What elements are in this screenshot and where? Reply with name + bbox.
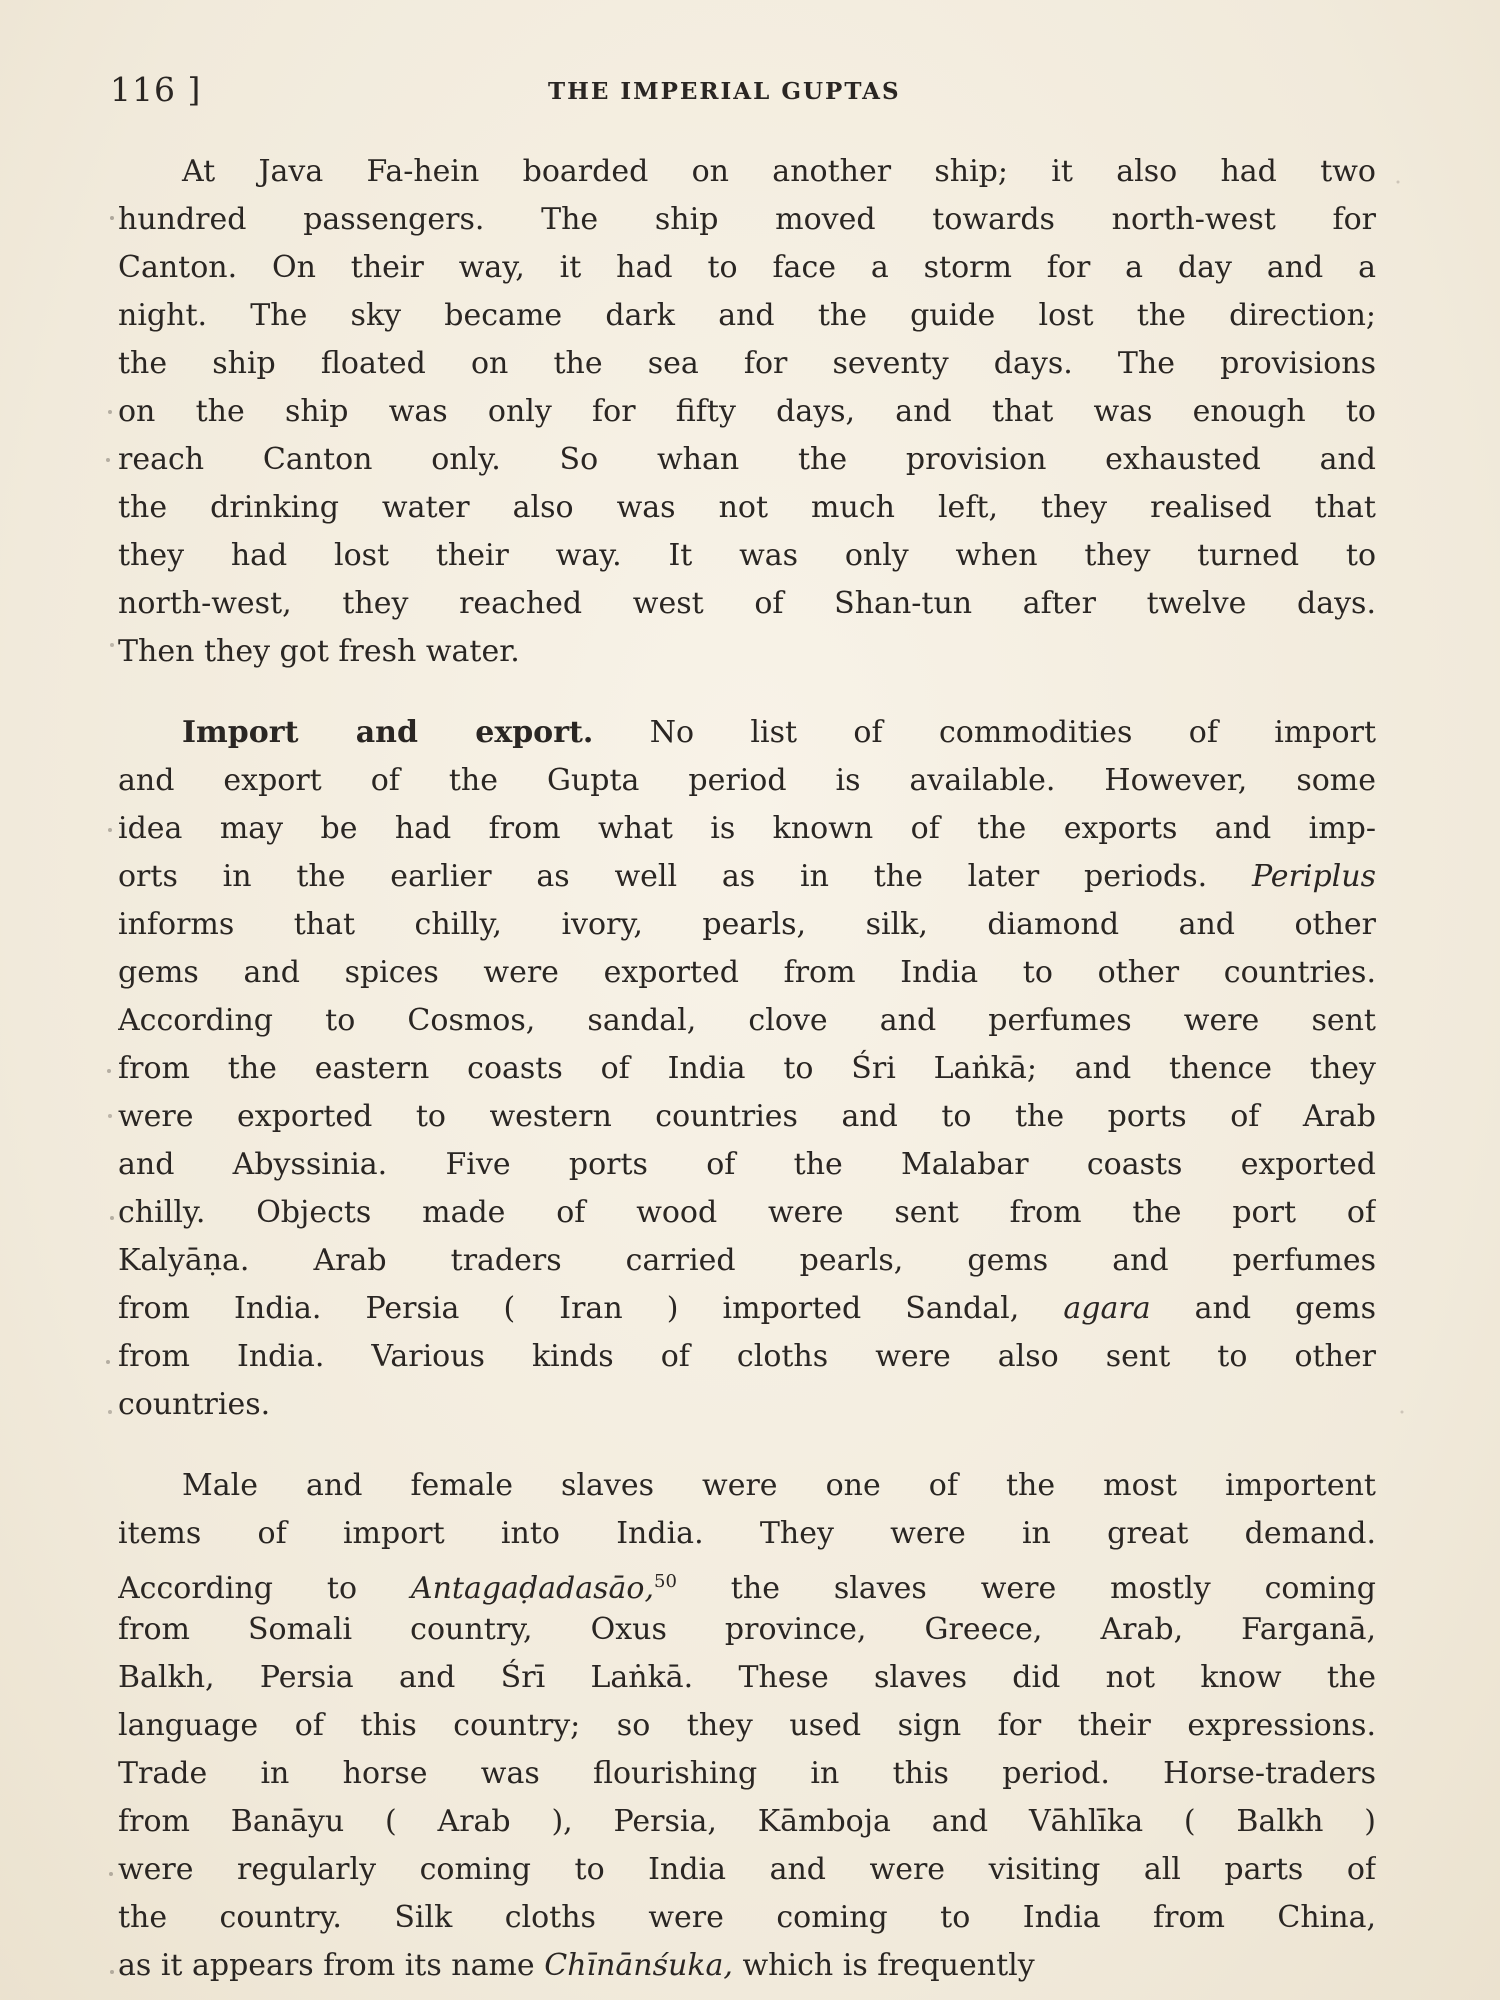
text-run: reach Canton only. So whan the provision exhausted and [118, 442, 1376, 477]
text-line [118, 1654, 1376, 1702]
text-line [118, 340, 1376, 388]
text-run: Balkh, Persia and Śrī Laṅkā. These slaves did not know the [118, 1660, 1376, 1695]
text-run: At Java Fa-hein boarded on another ship; it also had two [182, 154, 1376, 189]
text-line [118, 1462, 1376, 1510]
text-run: night. The sky became dark and the guide lost the direction; [118, 298, 1376, 333]
text-run: the ship floated on the sea for seventy days. The provisions [118, 346, 1376, 381]
text-run: gems and spices were exported from India to other countries. [118, 955, 1376, 990]
text-line [118, 949, 1376, 997]
text-run: informs that chilly, ivory, pearls, silk, diamond and other [118, 907, 1376, 942]
text-line [118, 484, 1376, 532]
text-run: items of import into India. They were in great demand. [118, 1516, 1376, 1551]
text-line [118, 997, 1376, 1045]
text-line [118, 148, 1376, 196]
text-run: idea may be had from what is known of the exports and imp- [118, 811, 1376, 846]
text-run: the country. Silk cloths were coming to India from China, [118, 1900, 1376, 1935]
text-line [118, 1558, 1376, 1606]
text-run: Canton. On their way, it had to face a storm for a day and a [118, 250, 1376, 285]
text-run: from the eastern coasts of India to Śri Laṅkā; and thence they [118, 1051, 1376, 1086]
running-head-title: THE IMPERIAL GUPTAS [548, 78, 901, 105]
text-run: countries. [118, 1387, 271, 1422]
text-line [118, 901, 1376, 949]
text-line [118, 805, 1376, 853]
text-line [118, 1237, 1376, 1285]
text-run: were regularly coming to India and were visiting all parts of [118, 1852, 1376, 1887]
text-run: and gems [1150, 1291, 1376, 1326]
text-line [118, 628, 1376, 676]
text-line [118, 1381, 1376, 1429]
paragraph [118, 709, 1376, 1429]
text-line [118, 532, 1376, 580]
text-run: According to [118, 1571, 411, 1606]
text-run: which is frequently [732, 1948, 1035, 1983]
paragraph [118, 148, 1376, 676]
text-line [118, 1750, 1376, 1798]
italic-term: Antagaḍadasāo, [410, 1571, 654, 1606]
body-text [118, 148, 1376, 2000]
text-run: Trade in horse was flourishing in this period. Horse-traders [118, 1756, 1376, 1791]
paragraph [118, 1462, 1376, 1990]
text-run: Male and female slaves were one of the most importent [182, 1468, 1376, 1503]
italic-term: Periplus [1251, 859, 1376, 894]
text-line [118, 1798, 1376, 1846]
text-run: hundred passengers. The ship moved towards north-west for [118, 202, 1376, 237]
page-number: 116 ] [110, 70, 202, 109]
text-line [118, 580, 1376, 628]
text-line [118, 757, 1376, 805]
text-run: were exported to western countries and to the ports of Arab [118, 1099, 1376, 1134]
footnote-marker: 50 [654, 1571, 677, 1592]
text-run: According to Cosmos, sandal, clove and perfumes were sent [118, 1003, 1376, 1038]
text-run: the slaves were mostly coming [676, 1571, 1376, 1606]
text-line [118, 1894, 1376, 1942]
text-run: language of this country; so they used sign for their expressions. [118, 1708, 1376, 1743]
text-line [118, 1606, 1376, 1654]
text-line [118, 292, 1376, 340]
section-heading: Import and export. [182, 715, 594, 750]
text-line [118, 1333, 1376, 1381]
italic-term: Chīnānśuka, [544, 1948, 733, 1983]
text-run: No list of commodities of import [593, 715, 1376, 750]
text-run: the drinking water also was not much left, they realised that [118, 490, 1376, 525]
italic-term: agara [1063, 1291, 1151, 1326]
text-line [118, 436, 1376, 484]
text-line [118, 1093, 1376, 1141]
text-line [118, 1846, 1376, 1894]
text-run: and Abyssinia. Five ports of the Malabar coasts exported [118, 1147, 1376, 1182]
text-line [118, 1189, 1376, 1237]
text-run: on the ship was only for fifty days, and that was enough to [118, 394, 1376, 429]
text-run: and export of the Gupta period is available. However, some [118, 763, 1376, 798]
text-line [118, 709, 1376, 757]
text-line [118, 1141, 1376, 1189]
text-run: chilly. Objects made of wood were sent from the port of [118, 1195, 1376, 1230]
text-line [118, 244, 1376, 292]
text-run: north-west, they reached west of Shan-tun after twelve days. [118, 586, 1376, 621]
text-run: orts in the earlier as well as in the later periods. [118, 859, 1252, 894]
text-line [118, 1045, 1376, 1093]
text-line [118, 1285, 1376, 1333]
text-line [118, 196, 1376, 244]
text-run: they had lost their way. It was only when they turned to [118, 538, 1376, 573]
text-line [118, 853, 1376, 901]
text-run: from India. Persia ( Iran ) imported Sandal, [118, 1291, 1064, 1326]
text-run: Kalyāṇa. Arab traders carried pearls, gems and perfumes [118, 1243, 1376, 1278]
text-run: from Somali country, Oxus province, Greece, Arab, Farganā, [118, 1612, 1376, 1647]
text-run: as it appears from its name [118, 1948, 545, 1983]
text-run: from Banāyu ( Arab ), Persia, Kāmboja and Vāhlīka ( Balkh ) [118, 1804, 1376, 1839]
text-line [118, 1510, 1376, 1558]
text-line [118, 1702, 1376, 1750]
running-head [110, 70, 1390, 110]
text-line [118, 1942, 1376, 1990]
text-run: Then they got fresh water. [118, 634, 520, 669]
text-run: from India. Various kinds of cloths were also sent to other [118, 1339, 1376, 1374]
text-line [118, 388, 1376, 436]
